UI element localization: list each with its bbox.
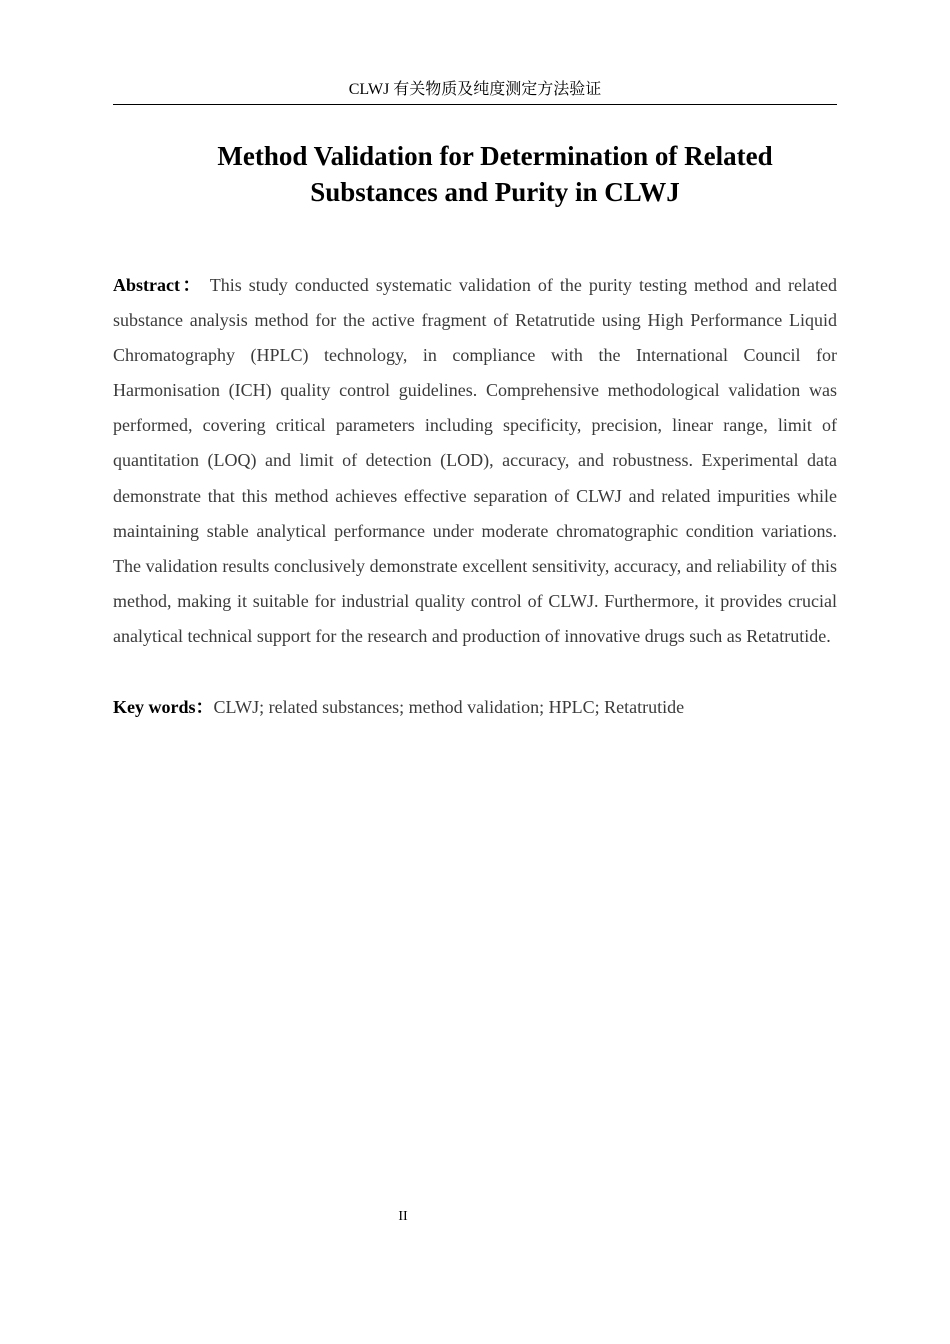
abstract-text: This study conducted systematic validation of the purity testing method and related substance analysis method for the active fragment of Retatrutide using High Performance Liquid Chromatography (HPLC) technology, in compliance with the International Council for Harmonisation (ICH) quality control guidelines. Comprehensive methodological validation was performed, covering critical parameters including specificity, precision, linear range, limit of quantitation (LOQ) and limit of detection (LOD), accuracy, and robustness. Experimental data demonstrate that this method achieves effective separation of CLWJ and related impurities while maintaining stable analytical performance under moderate chromatographic condition variations. The validation results conclusively demonstrate excellent sensitivity, accuracy, and reliability of this method, making it suitable for industrial quality control of CLWJ. Furthermore, it provides crucial analytical technical support for the research and production of innovative drugs such as Retatrutide. bbox=[113, 275, 837, 646]
running-header-text: CLWJ 有关物质及纯度测定方法验证 bbox=[348, 81, 602, 98]
paper-title bbox=[150, 138, 840, 210]
keywords-section bbox=[113, 690, 837, 725]
page-number: II bbox=[398, 1209, 408, 1224]
abstract-label: Abstract： bbox=[113, 275, 204, 295]
keywords-label: Key words： bbox=[113, 697, 214, 717]
abstract-section bbox=[113, 268, 837, 654]
paper-title-line-2: Substances and Purity in CLWJ bbox=[310, 177, 680, 207]
paper-title-line-1: Method Validation for Determination of Related bbox=[217, 141, 773, 171]
running-header bbox=[113, 78, 837, 105]
keywords-text: CLWJ; related substances; method validation; HPLC; Retatrutide bbox=[213, 697, 685, 717]
